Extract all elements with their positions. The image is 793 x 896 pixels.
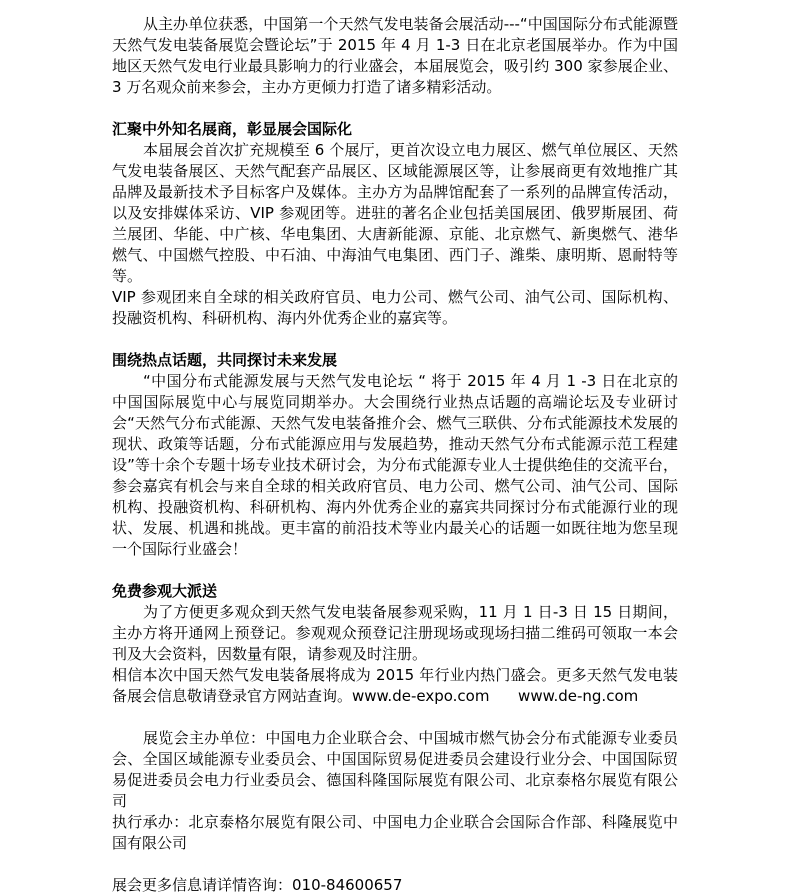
intro-paragraph: 从主办单位获悉，中国第一个天然气发电装备会展活动---“中国国际分布式能源暨天然气发电装备展览会暨论坛”于 2015 年 4 月 1-3 日在北京老国展举办。作为中国地区天然气发电行业最具影响力的行业盛会，本届展览会，吸引约 300 家参展企业、3 万名观众前来参会，主办方更倾力打造了诸多精彩活动。 [112,15,678,96]
document-content [112,0,678,896]
blank-line [112,98,678,119]
blank-line [112,560,678,581]
executors-paragraph: 执行承办：北京泰格尔展览有限公司、中国电力企业联合会国际合作部、科隆展览中国有限公司 [112,813,678,852]
blank-line [112,854,678,875]
vip-delegation-paragraph: VIP 参观团来自全球的相关政府官员、电力公司、燃气公司、油气公司、国际机构、投融资机构、科研机构、海内外优秀企业的嘉宾等。 [112,288,678,327]
section-heading-free-visit: 免费参观大派送 [112,582,218,600]
website-paragraph: 相信本次中国天然气发电装备展将成为 2015 年行业内热门盛会。更多天然气发电装备展会信息敬请登录官方网站查询。www.de-expo.com www.de-ng.com [112,666,678,705]
registration-paragraph: 为了方便更多观众到天然气发电装备展参观采购，11 月 1 日-3 日 15 日期间，主办方将开通网上预登记。参观观众预登记注册现场或现场扫描二维码可领取一本会刊及大会资料，因数量有限，请参观及时注册。 [112,603,678,663]
exhibitors-paragraph: 本届展会首次扩充规模至 6 个展厅，更首次设立电力展区、燃气单位展区、天然气发电装备展区、天然气配套产品展区、区域能源展区等，让参展商更有效地推广其品牌及最新技术予目标客户及媒体。主办方为品牌馆配套了一系列的品牌宣传活动，以及安排媒体采访、VIP 参观团等。进驻的著名企业包括美国展团、俄罗斯展团、荷兰展团、华能、中广核、华电集团、大唐新能源、京能、北京燃气、新奥燃气、港华燃气、中国燃气控股、中石油、中海油气电集团、西门子、潍柴、康明斯、恩耐特等等。 [112,141,678,285]
forum-paragraph: “中国分布式能源发展与天然气发电论坛 “ 将于 2015 年 4 月 1 -3 日在北京的中国国际展览中心与展览同期举办。大会围绕行业热点话题的高端论坛及专业研讨会“天然气分布式能源、天然气发电装备推介会、燃气三联供、分布式能源技术发展的现状、政策等话题，分布式能源应用与发展趋势，推动天然气分布式能源示范工程建设”等十余个专题十场专业技术研讨会，为分布式能源专业人士提供绝佳的交流平台，参会嘉宾有机会与来自全球的相关政府官员、电力公司、燃气公司、油气公司、国际机构、投融资机构、科研机构、海内外优秀企业的嘉宾共同探讨分布式能源行业的现状、发展、机遇和挑战。更丰富的前沿技术等业内最关心的话题一如既往地为您呈现一个国际行业盛会！ [112,372,678,558]
contact-paragraph: 展会更多信息请详情咨询：010-84600657 [112,876,403,894]
organizers-paragraph: 展览会主办单位：中国电力企业联合会、中国城市燃气协会分布式能源专业委员会、全国区域能源专业委员会、中国国际贸易促进委员会建设行业分会、中国国际贸易促进委员会电力行业委员会、德国科隆国际展览有限公司、北京泰格尔展览有限公司 [112,729,678,810]
blank-line [112,329,678,350]
section-heading-forum: 围绕热点话题，共同探讨未来发展 [112,351,338,369]
blank-line [112,707,678,728]
section-heading-exhibitors: 汇聚中外知名展商，彰显展会国际化 [112,120,353,138]
